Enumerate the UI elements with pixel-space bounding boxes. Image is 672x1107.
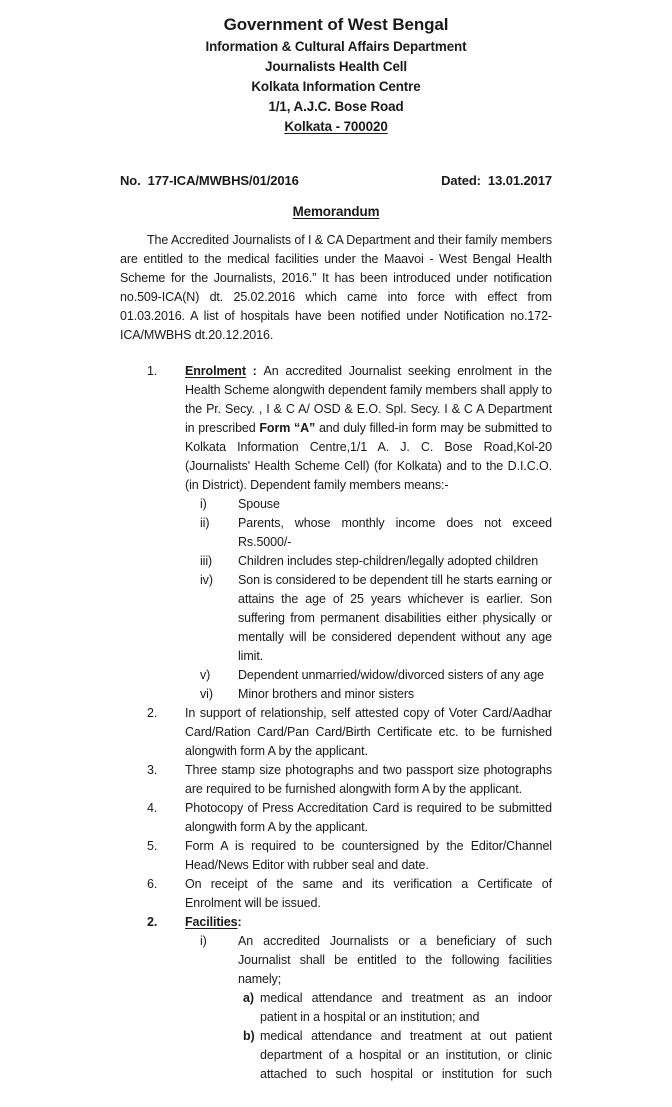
list-item-text: Minor brothers and minor sisters <box>238 687 415 701</box>
enrolment-separator: : <box>245 364 264 378</box>
list-item-text: medical attendance and treatment at out patient department of a hospital or an institution, or clinic attached to such hospital or institution for such <box>260 1029 552 1081</box>
dependent-item <box>120 571 552 666</box>
memo-reference-row <box>120 171 552 190</box>
list-marker: 6. <box>147 877 158 891</box>
facility-sub-item <box>120 932 552 989</box>
list-marker: vi) <box>200 687 213 701</box>
list-item-text: In support of relationship, self attested copy of Voter Card/Aadhar Card/Ration Card/Pan Card/Birth Certificate etc. to be furnished alongwith form A by the applicant. <box>185 706 552 758</box>
list-marker: 5. <box>147 839 158 853</box>
document-header <box>120 14 552 137</box>
list-marker: a) <box>243 991 254 1005</box>
enrolment-body-b: and duly filled-in form may be submitted to Kolkata Information Centre,1/1 A. J. C. Bose Road,Kol-20 (Journalists' Health Scheme Cell) (for Kolkata) and to the D.I.C.O.(in District). Dependent family members means:- <box>185 421 553 492</box>
list-item-text: Parents, whose monthly income does not exceed Rs.5000/- <box>238 516 552 549</box>
list-item-text: Photocopy of Press Accreditation Card is required to be submitted alongwith form A by the applicant. <box>185 801 552 834</box>
list-marker: 1. <box>147 364 158 378</box>
enrolment-text <box>185 362 552 495</box>
cell-name: Journalists Health Cell <box>264 59 408 74</box>
memo-title: Memorandum <box>292 204 380 219</box>
list-marker: 3. <box>147 763 158 777</box>
dependent-item <box>120 552 552 571</box>
department-name: Information & Cultural Affairs Department <box>205 39 467 54</box>
city-pincode: Kolkata - 700020 <box>284 119 388 134</box>
enrolment-label: Enrolment <box>185 364 246 378</box>
list-item <box>120 761 552 799</box>
facility-point <box>120 989 552 1027</box>
facilities-heading <box>120 913 552 932</box>
list-item-text: Children includes step-children/legally adopted children <box>238 554 539 568</box>
list-marker: i) <box>200 934 207 948</box>
memo-body-list <box>120 362 552 1084</box>
enrolment-body-a: An accredited Journalist seeking enrolment in the Health Scheme alongwith dependent family members shall apply to the Pr. Secy. , I & C A/ OSD & E.O. Spl. Secy. I & C A Department in prescribed <box>185 364 553 435</box>
memo-number: No. 177-ICA/MWBHS/01/2016 <box>120 173 299 188</box>
list-marker: b) <box>243 1029 255 1043</box>
dependent-item <box>120 685 552 704</box>
list-item <box>120 799 552 837</box>
dependent-item <box>120 666 552 685</box>
list-marker: 2. <box>147 706 158 720</box>
facility-point <box>120 1027 552 1084</box>
enrolment-item <box>120 362 552 495</box>
list-item-text: medical attendance and treatment as an indoor patient in a hospital or an institution; and <box>260 991 552 1024</box>
dependent-item <box>120 495 552 514</box>
list-marker: ii) <box>200 516 210 530</box>
list-item-text: An accredited Journalists or a beneficiary of such Journalist shall be entitled to the following facilities namely; <box>238 934 552 986</box>
intro-paragraph: The Accredited Journalists of I & CA Department and their family members are entitled to the medical facilities under the Maavoi - West Bengal Health Scheme for the Journalists, 2016.” It has been introduced under notification no.509-ICA(N) dt. 25.02.2016 which came into force with effect from 01.03.2016. A list of hospitals have been notified under Notification no.172-ICA/MWBHS dt.20.12.2016. <box>120 233 552 342</box>
list-item <box>120 704 552 761</box>
facilities-heading-text: Facilities: <box>185 915 242 929</box>
list-marker: v) <box>200 668 211 682</box>
list-item-text: Dependent unmarried/widow/divorced sisters of any age <box>238 668 544 682</box>
list-item <box>120 875 552 913</box>
form-a-label: Form “A” <box>259 421 316 435</box>
list-item <box>120 837 552 875</box>
list-marker: i) <box>200 497 207 511</box>
memo-date: Dated: 13.01.2017 <box>441 173 552 188</box>
list-item-text: Spouse <box>238 497 280 511</box>
dependent-item <box>120 514 552 552</box>
address-line: 1/1, A.J.C. Bose Road <box>268 99 404 114</box>
centre-name: Kolkata Information Centre <box>251 79 421 94</box>
list-marker: 2. <box>147 915 158 929</box>
org-title: Government of West Bengal <box>223 15 449 34</box>
list-marker: iv) <box>200 573 213 587</box>
list-item-text: Son is considered to be dependent till he starts earning or attains the age of 25 years whichever is earlier. Son suffering from permanent disabilities either physically or mentally will be considered dependent without any age limit. <box>238 573 552 663</box>
list-item-text: Form A is required to be countersigned by the Editor/Channel Head/News Editor with rubber seal and date. <box>185 839 552 872</box>
list-marker: iii) <box>200 554 213 568</box>
list-marker: 4. <box>147 801 158 815</box>
list-item-text: Three stamp size photographs and two passport size photographs are required to be furnished alongwith form A by the applicant. <box>185 763 552 796</box>
list-item-text: On receipt of the same and its verification a Certificate of Enrolment will be issued. <box>185 877 552 910</box>
